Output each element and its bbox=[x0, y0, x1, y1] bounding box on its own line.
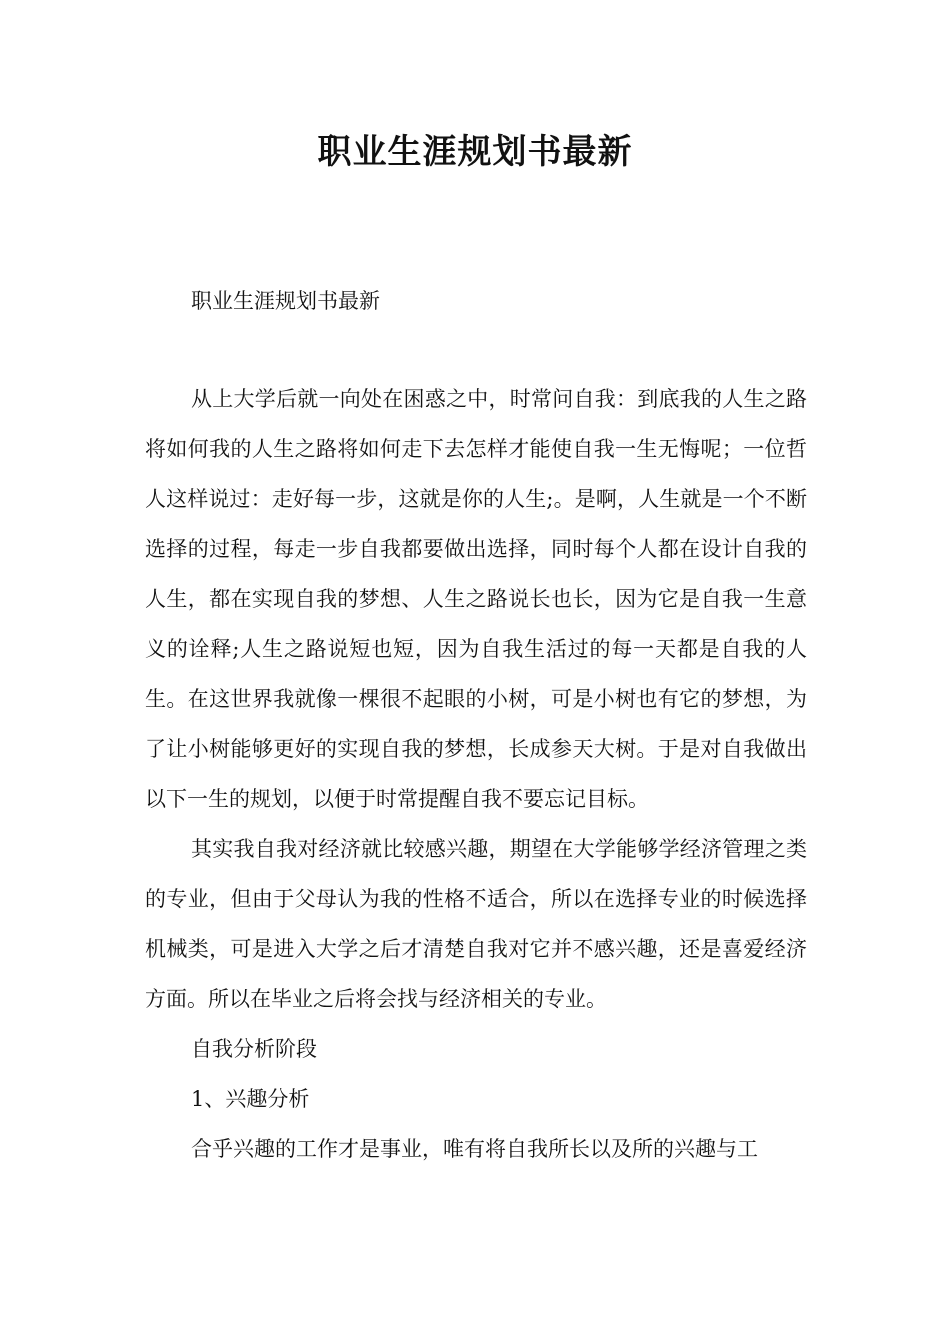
subsection-heading-interest: 1、兴趣分析 bbox=[191, 1087, 310, 1111]
document-title: 职业生涯规划书最新 bbox=[317, 132, 633, 172]
document-subtitle: 职业生涯规划书最新 bbox=[191, 289, 380, 313]
paragraph-intro: 从上大学后就一向处在困惑之中，时常问自我：到底我的人生之路将如何我的人生之路将如何走下去怎样才能使自我一生无悔呢；一位哲人这样说过：走好每一步，这就是你的人生;。是啊，人生就是一个不断选择的过程，每走一步自我都要做出选择，同时每个人都在设计自我的人生，都在实现自我的梦想、人生之路说长也长，因为它是自我一生意义的诠释;人生之路说短也短，因为自我生活过的每一天都是自我的人生。在这世界我就像一棵很不起眼的小树，可是小树也有它的梦想，为了让小树能够更好的实现自我的梦想，长成参天大树。于是对自我做出以下一生的规划，以便于时常提醒自我不要忘记目标。 bbox=[145, 387, 807, 811]
paragraph-interest-analysis: 合乎兴趣的工作才是事业，唯有将自我所长以及所的兴趣与工 bbox=[191, 1137, 758, 1161]
section-heading-self-analysis: 自我分析阶段 bbox=[191, 1037, 317, 1061]
document-body bbox=[145, 374, 807, 1174]
document-subtitle-block bbox=[145, 276, 807, 326]
paragraph-interest: 其实我自我对经济就比较感兴趣，期望在大学能够学经济管理之类的专业，但由于父母认为我的性格不适合，所以在选择专业的时候选择机械类，可是进入大学之后才清楚自我对它并不感兴趣，还是喜爱经济方面。所以在毕业之后将会找与经济相关的专业。 bbox=[145, 837, 807, 1011]
